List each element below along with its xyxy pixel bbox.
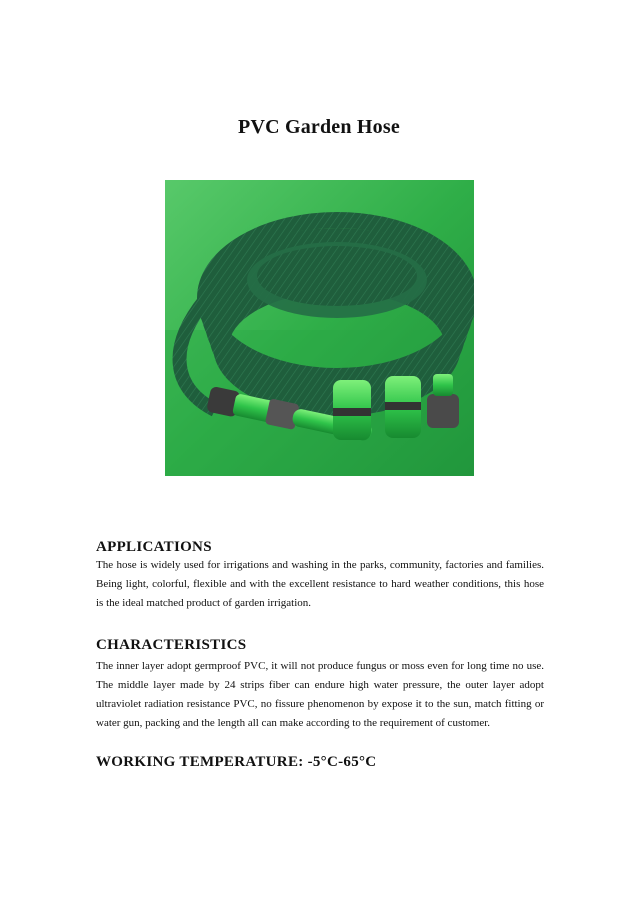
- section-body-applications: The hose is widely used for irrigations and washing in the parks, community, factories and families. Being light, colorful, flexible and with the excellent resistance to hard weather conditions, this hose is the ideal matched product of garden irrigation.: [96, 559, 544, 609]
- section-heading-characteristics: CHARACTERISTICS: [96, 637, 247, 653]
- section-body-characteristics: The inner layer adopt germproof PVC, it will not produce fungus or moss even for long time no use. The middle layer made by 24 strips fiber can endure high water pressure, the outer layer adopt ultraviolet radiation resistance PVC, no fissure phenomenon by expose it to the sun, match fitting or water gun, packing and the length all can make according to the requirement of customer.: [96, 660, 544, 729]
- page-title: PVC Garden Hose: [238, 116, 400, 138]
- section-heading-working-temperature: WORKING TEMPERATURE: -5°C-65°C: [96, 754, 377, 770]
- product-photo: [165, 180, 474, 476]
- section-heading-applications: APPLICATIONS: [96, 539, 212, 555]
